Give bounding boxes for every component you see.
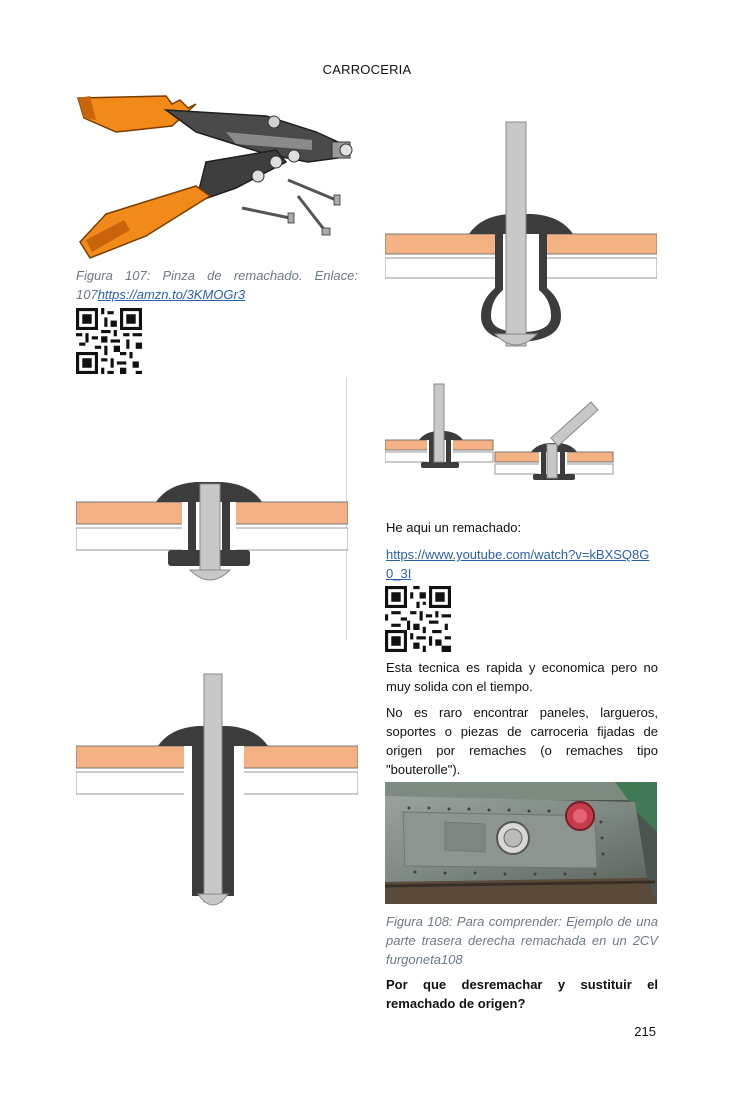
rivet-pliers-illustration <box>76 92 358 262</box>
rivet-diagram-sequence <box>385 382 615 486</box>
figure-108-caption: Figura 108: Para comprender: Ejemplo de una parte trasera derecha remachada en un 2CV furgoneta108 <box>386 914 658 967</box>
figure-107-caption-text: Figura 107: Pinza de remachado. Enlace: 107 <box>76 268 358 302</box>
figure-107-link[interactable]: https://amzn.to/3KMOGr3 <box>97 287 246 302</box>
rivet-diagram-installed <box>76 478 348 588</box>
qr-code-youtube <box>385 586 451 652</box>
page-header: CARROCERIA <box>322 62 412 77</box>
qr-code-amazon <box>76 308 142 374</box>
youtube-link[interactable]: https://www.youtube.com/watch?v=kBXSQ8G0_3I <box>386 547 650 581</box>
rivet-diagram-mandrel <box>76 672 358 912</box>
page-number: 215 <box>634 1024 656 1039</box>
paragraph-technique: Esta tecnica es rapida y economica pero no muy solida con el tiempo. <box>386 660 658 694</box>
figure-107-caption <box>76 266 358 304</box>
photo-2cv-riveted-panel <box>385 782 657 904</box>
rivet-diagram-blind-rivet <box>385 120 657 352</box>
question-heading: Por que desremachar y sustituir el remachado de origen? <box>386 977 658 1011</box>
intro-text: He aqui un remachado: <box>386 520 522 535</box>
paragraph-rivets: No es raro encontrar paneles, largueros, soportes o piezas de carroceria fijadas de origen por remaches (o remaches tipo "bouterolle"). <box>386 705 658 777</box>
